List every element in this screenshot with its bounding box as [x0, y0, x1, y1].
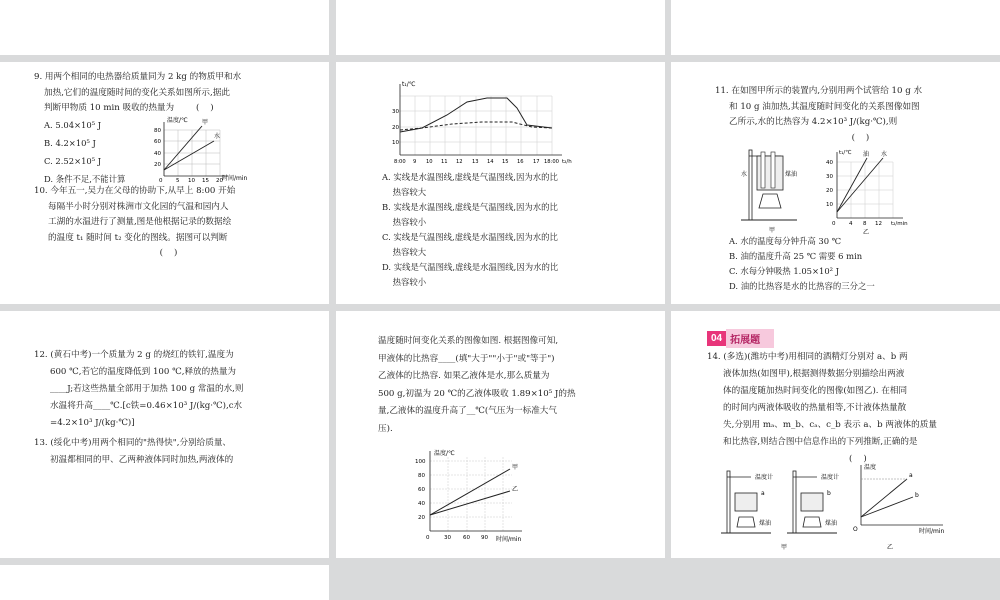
q11-ytick: 40 — [826, 160, 833, 166]
q13-line: 500 g,初温为 20 ℃的乙液体吸收 1.89×10⁵ J的热 — [378, 388, 576, 399]
question-13 — [34, 435, 233, 469]
q13-ytick: 20 — [418, 515, 425, 521]
q13-ytick: 100 — [415, 459, 426, 465]
page-panel-top-middle — [336, 0, 665, 55]
q13-xtick: 60 — [463, 535, 470, 541]
q13-graph-ylabel: 温度/℃ — [434, 450, 455, 457]
q10-option-d: D. 实线是气温图线,虚线是水温图线,因为水的比 — [382, 262, 559, 272]
q13-line: 量,乙液体的温度升高了__℃(气压为一标准大气 — [378, 406, 557, 416]
q10-xtick: 14 — [487, 159, 494, 165]
q13-graph-yi: 乙 — [512, 486, 519, 493]
q10-xtick: 12 — [456, 159, 463, 165]
q14-label-a: a — [761, 490, 765, 497]
q10-xtick: 15 — [502, 159, 509, 165]
q13-line: 压). — [378, 423, 393, 434]
q11-option-a: A. 水的温度每分钟升高 30 ℃ — [729, 236, 842, 246]
q12-line: 600 ℃,若它的温度降低到 100 ℃,释放的热量为 — [50, 367, 237, 377]
q10-option-a-cont: 热容较大 — [382, 187, 427, 197]
q10-ytick: 30 — [392, 109, 399, 115]
q11-graph-ylabel: t₁/℃ — [839, 150, 852, 156]
q10-xtick: 17 — [533, 159, 540, 165]
q9-ytick: 80 — [154, 128, 161, 134]
q9-ytick: 60 — [154, 139, 161, 145]
q11-option-c: C. 水每分钟吸热 1.05×10² J — [729, 266, 840, 276]
q10-ytick: 10 — [392, 140, 399, 146]
q9-graph-jia: 甲 — [202, 119, 209, 126]
q10-xtick: 18:00 — [544, 159, 559, 165]
q11-xtick: 0 — [832, 221, 836, 227]
q11-options — [729, 234, 875, 294]
q9-xtick: 0 — [159, 178, 163, 182]
q10-line: 每隔半小时分别对株洲市文化园的气温和园内人 — [48, 201, 229, 212]
q11-label-oil: 煤油 — [785, 171, 798, 178]
q13-line: 13. (绥化中考)用两个相同的"热得快",分别给质量、 — [34, 438, 232, 448]
q13-graph-xlabel: 时间/min — [496, 536, 522, 543]
question-9 — [34, 70, 241, 117]
q10-line: 的温度 t₁ 随时间 t₂ 变化的图线。据图可以判断 — [48, 232, 228, 243]
question-13-continued — [378, 333, 576, 438]
q14-label-b: b — [827, 490, 831, 497]
q11-temperature-graph — [823, 148, 913, 238]
q10-xtick: 9 — [413, 159, 417, 165]
q10-ytick: 20 — [392, 125, 399, 131]
q14-line: ( ) — [707, 454, 867, 464]
q10-line: ( ) — [34, 248, 178, 258]
q11-ytick: 10 — [826, 202, 833, 208]
question-11 — [715, 84, 922, 146]
q10-line: 工湖的水温进行了测量,图是他根据记录的数据绘 — [48, 217, 232, 227]
q10-xtick: 16 — [517, 159, 524, 165]
q14-label-thermometer: 温度计 — [821, 474, 840, 481]
q14-line: 和比热容,则结合图中信息作出的下列推断,正确的是 — [723, 437, 918, 447]
q14-line: 14. (多选)(潍坊中考)用相同的酒精灯分别对 a、b 两 — [707, 352, 908, 362]
q10-option-c-cont: 热容较大 — [382, 247, 427, 257]
q9-xtick: 15 — [202, 178, 209, 182]
q10-option-b-cont: 热容较小 — [382, 217, 427, 227]
q14-graph-origin: O — [853, 526, 858, 533]
q13-temperature-graph — [412, 449, 552, 545]
q9-options — [44, 118, 125, 187]
q10-option-d-cont: 热容较小 — [382, 277, 427, 287]
q10-option-a: A. 实线是水温图线,虚线是气温图线,因为水的比 — [382, 172, 558, 182]
page-panel-bottom-left — [0, 565, 329, 600]
q9-option-c: C. 2.52×10⁵ J — [44, 156, 102, 166]
q13-graph-jia: 甲 — [512, 464, 519, 471]
q14-line: 液体加热(如图甲),根据测得数据分别描绘出两液 — [723, 369, 905, 379]
q11-graph-xlabel: t₂/min — [891, 221, 908, 227]
q13-ytick: 80 — [418, 473, 425, 479]
q9-xtick: 20 — [216, 178, 223, 182]
q11-xtick: 12 — [875, 221, 882, 227]
q10-xtick: 10 — [426, 159, 433, 165]
q14-caption-jia: 甲 — [781, 544, 788, 551]
q10-temperature-graph — [392, 80, 592, 170]
q11-xtick: 4 — [849, 221, 853, 227]
q10-options — [382, 170, 558, 290]
q14-graph-xlabel: 时间/min — [919, 528, 945, 535]
q9-xtick: 5 — [176, 178, 180, 182]
q14-line: 体的温度随加热时间变化的图像(如图乙). 在相同 — [723, 386, 908, 396]
q12-line: =4.2×10³ J/(kg·℃)] — [50, 418, 135, 428]
page-panel-q14 — [671, 311, 1000, 558]
q9-line: 加热,它们的温度随时间的变化关系如图所示,据此 — [44, 87, 230, 98]
q11-ytick: 20 — [826, 188, 833, 194]
q12-line: 12. (黄石中考)一个质量为 2 g 的烧红的铁钉,温度为 — [34, 350, 234, 360]
q9-line: 9. 用两个相同的电热器给质量同为 2 kg 的物质甲和水 — [34, 72, 242, 82]
q14-graph-a: a — [909, 472, 913, 479]
page-panel-top-right — [671, 0, 1000, 55]
q9-xtick: 10 — [188, 178, 195, 182]
q11-line: ( ) — [715, 132, 870, 143]
q14-temperature-graph — [851, 461, 951, 553]
q14-graph-b: b — [915, 492, 919, 499]
q11-line: 乙所示,水的比热容为 4.2×10³ J/(kg·℃),则 — [729, 117, 898, 127]
q10-xtick: 13 — [472, 159, 479, 165]
q14-label-oil: 煤油 — [759, 520, 772, 527]
q11-line: 和 10 g 油加热,其温度随时间变化的关系图像如图 — [729, 101, 920, 112]
q9-ytick: 20 — [154, 162, 161, 168]
page-panel-q13-graph — [336, 311, 665, 558]
q13-xtick: 90 — [481, 535, 488, 541]
q12-line: ____J;若这些热量全部用于加热 100 g 常温的水,则 — [50, 384, 244, 394]
page-panel-q10-graph — [336, 62, 665, 304]
q9-option-d: D. 条件不足,不能计算 — [44, 174, 126, 184]
q10-graph-ylabel: t₁/℃ — [402, 81, 416, 88]
section-number: 04 — [707, 331, 726, 346]
q10-graph-xlabel: t₂/h — [562, 159, 572, 165]
q9-option-a: A. 5.04×10⁵ J — [44, 120, 102, 130]
q11-caption-yi: 乙 — [863, 229, 870, 236]
q9-graph-ylabel: 温度/℃ — [167, 117, 188, 124]
question-14 — [707, 349, 937, 468]
q14-graph-ylabel: 温度 — [864, 464, 877, 471]
q14-caption-yi: 乙 — [887, 544, 894, 551]
q13-xtick: 0 — [426, 535, 430, 541]
q9-graph-shui: 水 — [214, 133, 221, 140]
q14-label-thermometer: 温度计 — [755, 474, 774, 481]
page-panel-top-left — [0, 0, 329, 55]
q11-option-d: D. 油的比热容是水的比热容的三分之一 — [729, 281, 875, 291]
q14-label-oil: 煤油 — [825, 520, 838, 527]
section-title: 拓展题 — [726, 329, 774, 348]
q13-ytick: 40 — [418, 501, 425, 507]
q13-xtick: 30 — [444, 535, 451, 541]
q13-line: 初温都相同的甲、乙两种液体同时加热,两液体的 — [50, 455, 234, 465]
q14-line: 的时间内两液体吸收的热量相等,不计液体热量散 — [723, 403, 907, 413]
q11-ytick: 30 — [826, 174, 833, 180]
q13-ytick: 60 — [418, 487, 425, 493]
q10-xtick: 11 — [441, 159, 448, 165]
q14-line: 失,分别用 mₐ、m_b、cₐ、c_b 表示 a、b 两液体的质量 — [723, 420, 937, 430]
page-panel-q11 — [671, 62, 1000, 304]
q11-option-b: B. 油的温度升高 25 ℃ 需要 6 min — [729, 251, 863, 261]
q10-option-b: B. 实线是水温图线,虚线是气温图线,因为水的比 — [382, 202, 558, 212]
q9-graph-xlabel: 时间/min — [222, 175, 248, 182]
page-panel-q12-q13 — [0, 311, 329, 558]
q9-ytick: 40 — [154, 151, 161, 157]
q11-caption-jia: 甲 — [769, 227, 776, 234]
q13-line: 甲液体的比热容____(填"大于""小于"或"等于") — [378, 353, 555, 364]
q11-line: 11. 在如图甲所示的装置内,分别用两个试管给 10 g 水 — [715, 86, 923, 96]
q13-line: 温度随时间变化关系的图像如图. 根据图像可知, — [378, 336, 559, 346]
q10-xtick: 8:00 — [394, 159, 406, 165]
question-12 — [34, 347, 244, 432]
section-badge — [707, 329, 774, 348]
q13-line: 乙液体的比热容. 如果乙液体是水,那么质量为 — [378, 371, 550, 381]
q11-graph-you: 油 — [863, 151, 870, 158]
q9-line: 判断甲物质 10 min 吸收的热量为 ( ) — [44, 103, 214, 113]
q11-graph-shui: 水 — [881, 151, 888, 158]
q9-option-b: B. 4.2×10⁵ J — [44, 138, 96, 148]
q11-apparatus-figure — [741, 146, 811, 236]
q12-line: 水温将升高____℃.[c铁=0.46×10³ J/(kg·℃),c水 — [50, 401, 243, 411]
q11-xtick: 8 — [863, 221, 867, 227]
question-10 — [34, 184, 235, 262]
page-panel-q9-q10 — [0, 62, 329, 304]
q10-option-c: C. 实线是气温图线,虚线是水温图线,因为水的比 — [382, 232, 558, 242]
q9-temperature-graph — [150, 114, 250, 182]
q14-apparatus-figure — [721, 467, 851, 553]
q11-label-water: 水 — [741, 171, 748, 178]
q10-line: 10. 今年五一,吴力在父母的协助下,从早上 8:00 开始 — [34, 186, 236, 196]
